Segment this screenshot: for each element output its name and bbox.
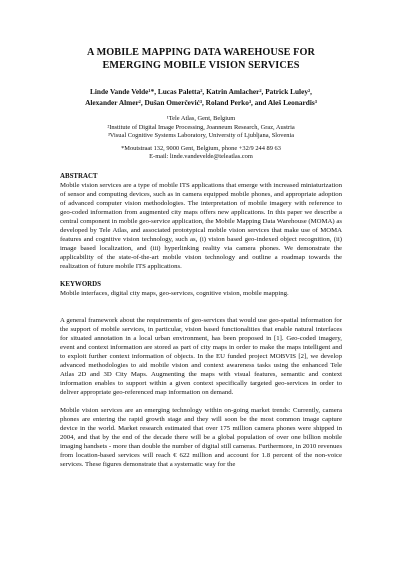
- affiliation-list: [60, 115, 342, 141]
- affiliation: ¹Tele Atlas, Gent, Belgium: [166, 115, 236, 122]
- body-paragraph: Mobile vision services are an emerging technology within on-going market trends: Currently, camera phones are entering the rapid growth stage and they will soon be the most common image capture device in the world. Market research estimated that over 175 million camera phones were shipped in 2004, and that by the end of the decade there will be a global population of over one billion mobile imaging handsets - more than double the number of digital still cameras. Furthermore, in 2010 revenues from location-based services will reach € 622 million and account for 1.8 percent of the non-voice services. These figures demonstrate that a systematic way for the: [60, 406, 342, 468]
- abstract-text: Mobile vision services are a type of mobile ITS applications that emerge with increased miniaturization of sensor and computing devices, such as in camera equipped mobile phones, and appropriate adoption of advanced computer vision methodologies. The interpretation of mobile imagery with reference to geo-coded information from augmented city maps offers new applications. In this paper we describe a central component in mobile geo-service application, the Mobile Mapping Data Warehouse (MOMA) as developed by Tele Atlas, and associated prototypical mobile vision services that make use of MOMA features and cognitive vision technology, such as, (i) vision based geo-indexed object recognition, (ii) image based localization, and (iii) hyperlinking reality via camera phones. We demonstrate the applicability of the state-of-the-art mobile vision technology and outline a roadmap towards the realization of future mobile ITS applications.: [60, 181, 342, 270]
- title-line: EMERGING MOBILE VISION SERVICES: [102, 60, 300, 71]
- keywords-text: Mobile interfaces, digital city maps, geo-services, cognitive vision, mobile mapping.: [60, 289, 289, 297]
- contact-info: [60, 145, 342, 162]
- contact-email: E-mail: linde.vandevelde@teleatlas.com: [149, 153, 253, 161]
- author-line: Linde Vande Velde¹*, Lucas Paletta², Katrin Amlacher², Patrick Luley²,: [90, 87, 312, 96]
- contact-address: *Moutstraat 132, 9000 Gent, Belgium, phone +32/9 244 89 63: [121, 144, 281, 152]
- section-gap: [60, 307, 342, 316]
- title-line: A MOBILE MAPPING DATA WAREHOUSE FOR: [87, 47, 315, 58]
- affiliation: ³Visual Cognitive Systems Laboratory, University of Ljubljana, Slovenia: [107, 132, 295, 140]
- paper-title: [60, 46, 342, 72]
- abstract-heading: ABSTRACT: [60, 172, 98, 180]
- author-line: Alexander Almer², Dušan Omerčević³, Roland Perko³, and Aleš Leonardis³: [85, 98, 317, 107]
- author-list: [60, 86, 342, 108]
- keywords-heading: KEYWORDS: [60, 280, 101, 288]
- body-paragraph: A general framework about the requirements of geo-services that would use geo-spatial information for the support of mobile services, in particular, vision based functionalities that enable natural interfaces for situated annotation in a local urban environment, has been proposed in [1]. Geo-coded imagery, event and context information are stored as part of city maps in order to make the maps intelligent and to exploit further context information of objects. In the EU funded project MOBVIS [2], we develop advanced methodologies to aid mobile vision and context awareness tasks using the enhanced Tele Atlas 2D and 3D City Maps. Augmenting the maps with visual features, semantic and context information enables to support within a given context specifically targeted geo-services in order to deliver appropriate geo-referenced map information on demand.: [60, 316, 342, 396]
- affiliation: ²Institute of Digital Image Processing, Joanneum Research, Graz, Austria: [107, 123, 295, 131]
